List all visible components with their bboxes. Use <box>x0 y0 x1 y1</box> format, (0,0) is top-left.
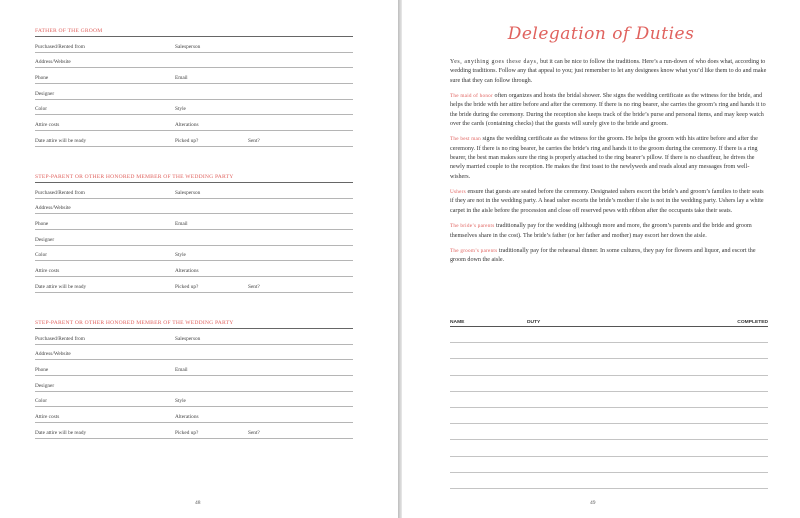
section-title: FATHER OF THE GROOM <box>35 28 353 37</box>
form-row <box>35 329 353 345</box>
page-number-right: 49 <box>590 500 596 506</box>
form-section <box>35 174 353 293</box>
duty-table-row[interactable] <box>450 392 768 408</box>
field-label: Purchased/Rented from <box>35 43 85 50</box>
intro-text: but it can be nice to follow the traditions. Here’s a run-down of who does what, according to wedding traditions. Follow any that appeal to you; just remember to let any designees know what you’d like them to do and make sure that they can follow through. <box>450 59 767 84</box>
form-row <box>35 115 353 131</box>
field-label: Purchased/Rented from <box>35 189 85 196</box>
form-row <box>35 360 353 376</box>
duty-term: Ushers <box>450 189 466 196</box>
col-completed-header: COMPLETED <box>737 319 768 325</box>
field-label: Address/Website <box>35 59 71 66</box>
form-row <box>35 131 353 147</box>
field-label: Purchased/Rented from <box>35 335 85 342</box>
duty-paragraphs <box>450 92 768 266</box>
duty-table-row[interactable] <box>450 457 768 473</box>
field-label: Style <box>175 252 186 259</box>
field-label: Date attire will be ready <box>35 283 87 290</box>
field-label: Alterations <box>175 268 199 275</box>
field-label: Email <box>175 75 188 82</box>
field-label: Alterations <box>175 122 199 129</box>
duty-description: signs the wedding certificate as the witness for the groom. He helps the groom with his attire before and after the ceremony. If there is no ring bearer, he carries the bride’s ring and hands it to the groom during the ceremony. If there is a ring bearer, the best man makes sure the ring is properly attached to the ring bearer’s pillow. If there is no chauffeur, he drives the newly married couple to the reception. He makes the first toast to the newlyweds and reads aloud any messages from well-wishers. <box>450 136 758 180</box>
form-row <box>35 423 353 439</box>
field-label: Attire costs <box>35 414 60 421</box>
form-row <box>35 183 353 199</box>
field-label: Email <box>175 367 188 374</box>
field-label: Phone <box>35 75 49 82</box>
duty-description: often organizes and hosts the bridal shower. She signs the wedding certificate as the witness for the bride, and helps the bride with her attire before and after the ceremony. If there is no ring bearer, she carries the groom’s ring and hands it to the bride during the ceremony. During the reception she keeps track of the bride’s purse and personal items, and may keep watch over the cards (containing checks) that the guests will surely give to the bride and groom. <box>450 93 766 128</box>
form-row <box>35 37 353 53</box>
section-title: STEP-PARENT OR OTHER HONORED MEMBER OF THE WEDDING PARTY <box>35 174 353 183</box>
field-label: Attire costs <box>35 268 60 275</box>
duty-description: traditionally pay for the wedding (although more and more, the groom’s parents and the bride and groom themselves share in the cost). The bride’s father (or her father and mother) may escort her down the aisle. <box>450 223 752 239</box>
field-label: Picked up? <box>175 137 199 144</box>
field-label: Style <box>175 398 186 405</box>
intro-lead: Yes, anything goes these days, <box>450 59 539 65</box>
field-label: Salesperson <box>175 189 201 196</box>
form-row <box>35 199 353 215</box>
duty-term: The maid of honor <box>450 93 494 100</box>
duty-description: ensure that guests are seated before the ceremony. Designated ushers escort the bride’s and groom’s families to their seats if they are not in the wedding party. A head usher escorts the bride’s mother if she is not in the wedding party. Ushers lay a white carpet in the aisle before the procession and close off reserved pews with ribbon after the occupants take their seats. <box>450 189 764 214</box>
field-label: Color <box>35 106 48 113</box>
field-label: Salesperson <box>175 335 201 342</box>
page-title: Delegation of Duties <box>507 24 695 44</box>
form-section <box>35 320 353 439</box>
field-label: Color <box>35 252 48 259</box>
section-title: STEP-PARENT OR OTHER HONORED MEMBER OF THE WEDDING PARTY <box>35 320 353 329</box>
duty-table-row[interactable] <box>450 440 768 456</box>
duty-table-rows <box>450 327 768 489</box>
right-page <box>402 0 800 518</box>
field-label: Color <box>35 398 48 405</box>
form-row <box>35 230 353 246</box>
form-row <box>35 392 353 408</box>
duties-text <box>450 58 768 272</box>
left-page <box>0 0 398 518</box>
field-label: Style <box>175 106 186 113</box>
duty-table <box>450 316 768 489</box>
duty-paragraph <box>450 135 768 182</box>
field-label: Phone <box>35 367 49 374</box>
form-row <box>35 261 353 277</box>
duty-table-row[interactable] <box>450 473 768 489</box>
duty-table-row[interactable] <box>450 327 768 343</box>
form-row <box>35 214 353 230</box>
form-row <box>35 84 353 100</box>
form-row <box>35 376 353 392</box>
duty-table-header <box>450 316 768 327</box>
duty-term: The groom’s parents <box>450 247 498 254</box>
field-label: Address/Website <box>35 205 71 212</box>
field-label: Sent? <box>248 137 260 144</box>
form-row <box>35 246 353 262</box>
col-name-header: NAME <box>450 319 465 325</box>
field-label: Designer <box>35 90 55 97</box>
form-row <box>35 68 353 84</box>
form-row <box>35 277 353 293</box>
field-label: Email <box>175 221 188 228</box>
form-section <box>35 28 353 147</box>
duty-table-row[interactable] <box>450 408 768 424</box>
duty-table-row[interactable] <box>450 376 768 392</box>
field-label: Sent? <box>248 429 260 436</box>
field-label: Date attire will be ready <box>35 429 87 436</box>
form-row <box>35 53 353 69</box>
form-row <box>35 345 353 361</box>
field-label: Salesperson <box>175 43 201 50</box>
duty-term: The bride’s parents <box>450 223 495 230</box>
col-duty-header: DUTY <box>527 319 541 325</box>
intro-paragraph <box>450 58 768 86</box>
page-number-left: 48 <box>195 500 201 506</box>
duty-table-row[interactable] <box>450 424 768 440</box>
duty-table-row[interactable] <box>450 359 768 375</box>
field-label: Attire costs <box>35 122 60 129</box>
duty-paragraph <box>450 92 768 129</box>
form-row <box>35 100 353 116</box>
duty-description: traditionally pay for the rehearsal dinner. In some cultures, they pay for flowers and liquor, and escort the groom down the aisle. <box>450 247 756 264</box>
field-label: Date attire will be ready <box>35 137 87 144</box>
field-label: Sent? <box>248 283 260 290</box>
field-label: Designer <box>35 236 55 243</box>
field-label: Picked up? <box>175 429 199 436</box>
duty-table-row[interactable] <box>450 343 768 359</box>
duty-paragraph <box>450 247 768 266</box>
duty-paragraph <box>450 188 768 216</box>
field-label: Alterations <box>175 414 199 421</box>
duty-term: The best man <box>450 136 481 143</box>
field-label: Address/Website <box>35 351 71 358</box>
duty-paragraph <box>450 222 768 241</box>
field-label: Picked up? <box>175 283 199 290</box>
field-label: Designer <box>35 382 55 389</box>
field-label: Phone <box>35 221 49 228</box>
form-row <box>35 407 353 423</box>
